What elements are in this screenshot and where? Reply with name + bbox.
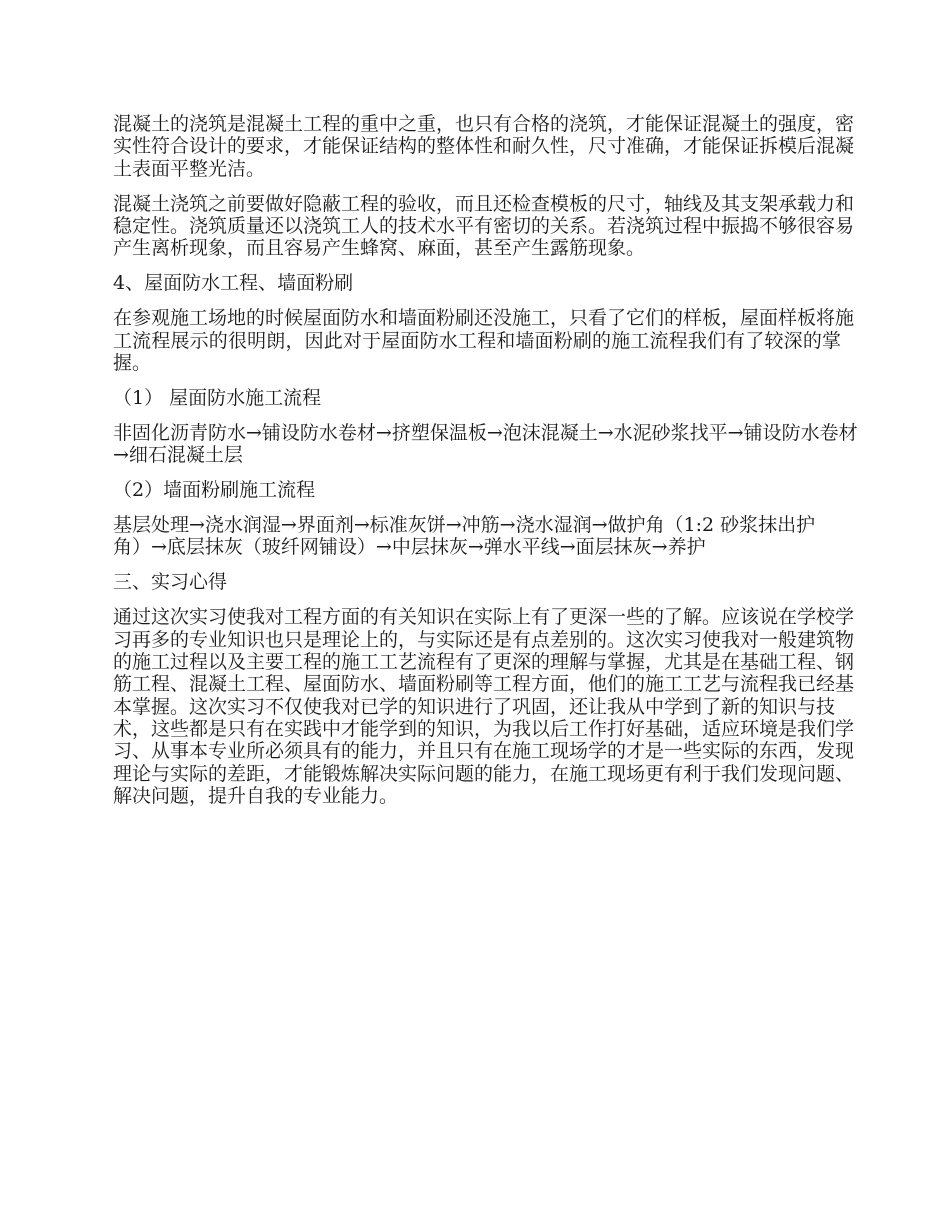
text-line: 筋工程、混凝土工程、屋面防水、墙面粉刷等工程方面，他们的施工工艺与流程我已经基 xyxy=(113,673,855,696)
section-heading-reflections xyxy=(113,571,841,593)
text-line: 在参观施工场地的时候屋面防水和墙面粉刷还没施工，只看了它们的样板，屋面样板将施 xyxy=(113,307,855,330)
text-line: 习、从事本专业所必须具有的能力，并且只有在施工现场学的才是一些实际的东西，发现 xyxy=(113,740,855,763)
text-line: 通过这次实习使我对工程方面的有关知识在实际上有了更深一些的了解。应该说在学校学 xyxy=(113,606,855,629)
subheading-roof-process xyxy=(113,387,841,409)
paragraph-site-visit xyxy=(113,307,855,375)
text-line: 实性符合设计的要求，才能保证结构的整体性和耐久性，尺寸准确，才能保证拆模后混凝 xyxy=(113,135,855,158)
text-line: 产生离析现象，而且容易产生蜂窝、麻面，甚至产生露筋现象。 xyxy=(113,237,646,260)
paragraph-wall-flow xyxy=(113,514,841,559)
text-line: 混凝土浇筑之前要做好隐蔽工程的验收，而且还检查模板的尺寸，轴线及其支架承载力和 xyxy=(113,192,855,215)
text-line: 术，这些都是只有在实践中才能学到的知识，为我以后工作打好基础，适应环境是我们学 xyxy=(113,718,855,741)
text-line: 解决问题，提升自我的专业能力。 xyxy=(113,785,399,808)
text-line: 基层处理→浇水润湿→界面剂→标准灰饼→冲筋→浇水湿润→做护角（1:2 砂浆抹出护 xyxy=(113,513,816,536)
text-line: 习再多的专业知识也只是理论上的，与实际还是有点差别的。这次实习使我对一般建筑物 xyxy=(113,628,855,651)
text-line: 的施工过程以及主要工程的施工工艺流程有了更深的理解与掌握，尤其是在基础工程、钢 xyxy=(113,650,855,673)
paragraph-concrete-pouring xyxy=(113,113,855,180)
section-heading-roof-wall xyxy=(113,272,841,294)
text-line: 理论与实际的差距，才能锻炼解决实际问题的能力，在施工现场更有利于我们发现问题、 xyxy=(113,762,855,785)
heading-text: 4、屋面防水工程、墙面粉刷 xyxy=(113,272,354,295)
text-line: 混凝土的浇筑是混凝土工程的重中之重，也只有合格的浇筑，才能保证混凝土的强度，密 xyxy=(113,113,855,135)
heading-text: （2）墙面粉刷施工流程 xyxy=(113,479,316,502)
text-line: →细石混凝土层 xyxy=(113,444,243,467)
paragraph-roof-flow xyxy=(113,421,858,467)
text-line: 握。 xyxy=(113,352,152,375)
text-line: 工流程展示的很明朗，因此对于屋面防水工程和墙面粉刷的施工流程我们有了较深的掌 xyxy=(113,329,841,352)
heading-text: 三、实习心得 xyxy=(113,571,228,594)
text-line: 稳定性。浇筑质量还以浇筑工人的技术水平有密切的关系。若浇筑过程中振捣不够很容易 xyxy=(113,215,855,238)
text-line: 角）→底层抹灰（玻纤网铺设）→中层抹灰→弹水平线→面层抹灰→养护 xyxy=(113,536,706,559)
subheading-wall-process xyxy=(113,479,841,501)
heading-text: （1） 屋面防水施工流程 xyxy=(113,386,322,409)
paragraph-reflections xyxy=(113,606,855,808)
document-page xyxy=(113,113,858,820)
text-line: 本掌握。这次实习不仅使我对已学的知识进行了巩固，还让我从中学到了新的知识与技 xyxy=(113,695,836,718)
paragraph-before-pouring xyxy=(113,192,855,260)
text-line: 非固化沥青防水→铺设防水卷材→挤塑保温板→泡沫混凝土→水泥砂浆找平→铺设防水卷材 xyxy=(113,421,858,444)
text-line: 土表面平整光洁。 xyxy=(113,157,266,180)
